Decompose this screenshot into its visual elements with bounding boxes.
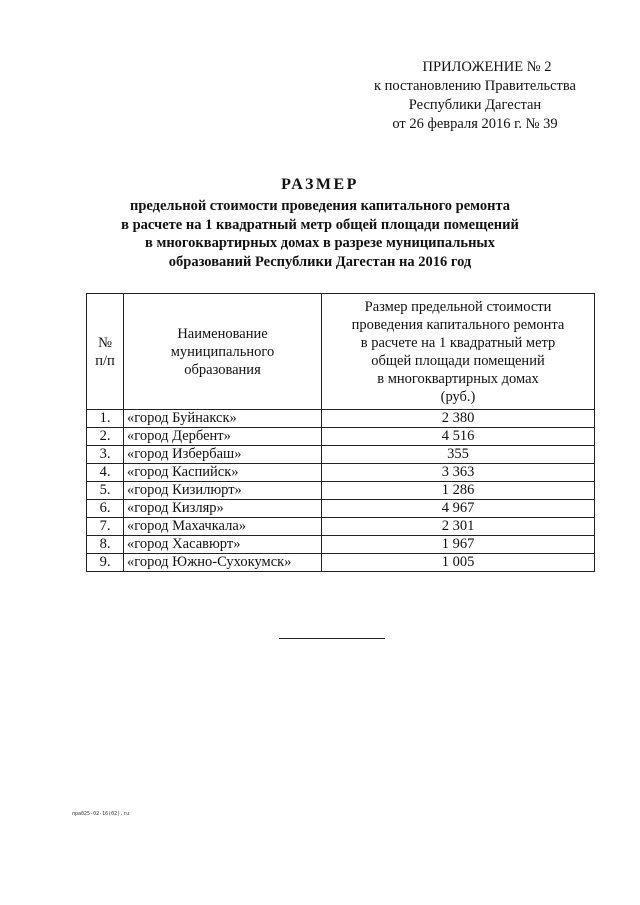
row-municipality: «город Каспийск» [124, 464, 322, 482]
table-row [87, 428, 595, 446]
row-number: 9. [87, 554, 124, 572]
header-name-line-3: образования [184, 361, 261, 378]
row-municipality: «город Махачкала» [124, 518, 322, 536]
row-municipality: «город Кизляр» [124, 500, 322, 518]
table-row [87, 554, 595, 572]
row-number: 1. [87, 410, 124, 428]
row-cost: 3 363 [322, 464, 595, 482]
column-header-cost [322, 294, 595, 410]
row-number: 6. [87, 500, 124, 518]
table-row [87, 482, 595, 500]
table-row [87, 410, 595, 428]
row-municipality: «город Буйнакск» [124, 410, 322, 428]
row-municipality: «город Южно-Сухокумск» [124, 554, 322, 572]
row-municipality: «город Дербент» [124, 428, 322, 446]
table-row [87, 536, 595, 554]
header-name-line-2: муниципального [170, 343, 275, 360]
table-row [87, 518, 595, 536]
column-header-municipality [124, 294, 322, 410]
annex-title: ПРИЛОЖЕНИЕ № 2 [422, 59, 552, 75]
annex-line-1: к постановлению Правительства [374, 78, 576, 94]
document-heading [0, 176, 640, 271]
row-cost: 2 380 [322, 410, 595, 428]
row-municipality: «город Кизилюрт» [124, 482, 322, 500]
table-row [87, 464, 595, 482]
row-cost: 2 301 [322, 518, 595, 536]
annex-block [340, 58, 610, 134]
row-number: 8. [87, 536, 124, 554]
row-municipality: «город Хасавюрт» [124, 536, 322, 554]
row-number: 5. [87, 482, 124, 500]
row-cost: 4 967 [322, 500, 595, 518]
row-number: 4. [87, 464, 124, 482]
table-row [87, 500, 595, 518]
header-cost-line-1: Размер предельной стоимости [364, 298, 552, 315]
header-cost-line-4: общей площади помещений [371, 352, 545, 369]
subtitle-line-4: образований Республики Дагестан на 2016 год [168, 253, 472, 270]
row-number: 3. [87, 446, 124, 464]
subtitle-line-2: в расчете на 1 квадратный метр общей площади помещений [121, 216, 519, 233]
row-number: 7. [87, 518, 124, 536]
header-number-abbr: п/п [95, 352, 115, 369]
annex-line-2: Республики Дагестан [408, 97, 542, 113]
subtitle-line-1: предельной стоимости проведения капитального ремонта [129, 198, 511, 214]
row-cost: 1 005 [322, 554, 595, 572]
header-cost-line-2: проведения капитального ремонта [351, 316, 565, 333]
subtitle-line-3: в многоквартирных домах в разрезе муниципальных [144, 235, 495, 251]
row-number: 2. [87, 428, 124, 446]
row-cost: 355 [322, 446, 595, 464]
document-title: РАЗМЕР [281, 176, 359, 193]
header-cost-line-5: в многоквартирных домах [377, 370, 539, 387]
column-header-number [87, 294, 124, 410]
end-divider [279, 638, 385, 639]
row-cost: 1 967 [322, 536, 595, 554]
row-municipality: «город Избербаш» [124, 446, 322, 464]
cost-table [86, 293, 595, 572]
document-code: пра025-02-16(02).ru [72, 811, 130, 817]
row-cost: 1 286 [322, 482, 595, 500]
header-number-sign: № [98, 334, 112, 351]
table-header-row [87, 294, 595, 410]
header-name-line-1: Наименование [177, 325, 268, 342]
table-row [87, 446, 595, 464]
header-cost-line-6: (руб.) [440, 388, 476, 405]
annex-line-3: от 26 февраля 2016 г. № 39 [392, 116, 558, 132]
row-cost: 4 516 [322, 428, 595, 446]
header-cost-line-3: в расчете на 1 квадратный метр [360, 334, 556, 351]
